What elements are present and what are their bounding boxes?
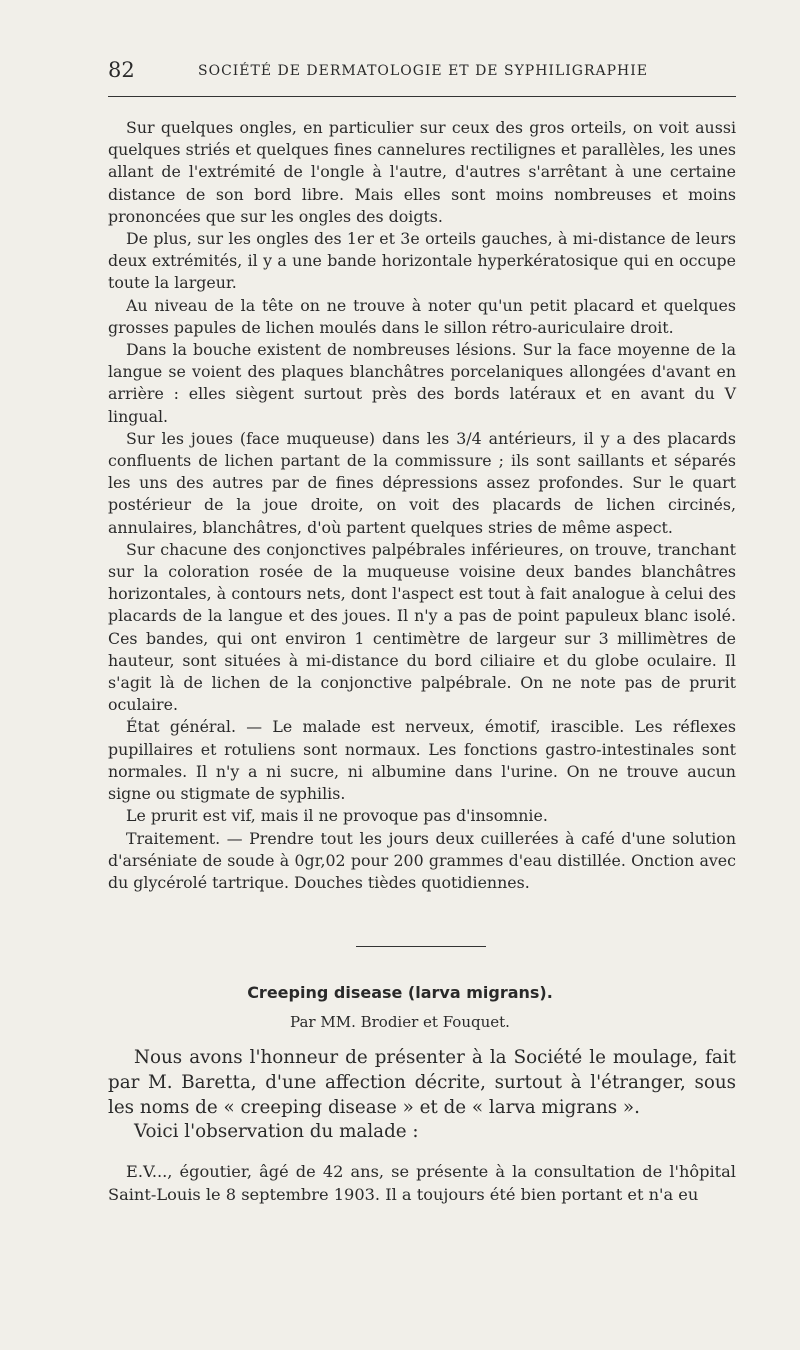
paragraph-ongles-orteils: Sur quelques ongles, en particulier sur ceux des gros orteils, on voit aussi quelques striés et quelques fines cannelures rectilignes et parallèles, les unes allant de l'extrémité de l'ongle à l'autre, d'autres s'arrêtant à une certaine distance de son bord libre. Mais elles sont moins nombreuses et moins prononcées que sur les ongles des doigts.: [108, 118, 736, 226]
case-body-text: [108, 117, 736, 894]
paragraph-prurit: Le prurit est vif, mais il ne provoque pas d'insomnie.: [126, 806, 548, 826]
intro-paragraph: Nous avons l'honneur de présenter à la Société le moulage, fait par M. Baretta, d'une affection décrite, surtout à l'étranger, sous les noms de « creeping disease » et de « larva migrans ».: [108, 1047, 736, 1118]
paragraph-etat-general: État général. — Le malade est nerveux, émotif, irascible. Les réflexes pupillaires et rotuliens sont normaux. Les fonctions gastro-intestinales sont normales. Il n'y a ni sucre, ni albumine dans l'urine. On ne trouve aucun signe ou stigmate de syphilis.: [108, 717, 736, 804]
running-head: SOCIÉTÉ DE DERMATOLOGIE ET DE SYPHILIGRAPHIE: [198, 63, 649, 79]
observation-paragraph: E.V..., égoutier, âgé de 42 ans, se présente à la consultation de l'hôpital Saint-Louis le 8 septembre 1903. Il a toujours été bien portant et n'a eu: [108, 1162, 736, 1204]
paragraph-tete: Au niveau de la tête on ne trouve à noter qu'un petit placard et quelques grosses papules de lichen moulés dans le sillon rétro-auriculaire droit.: [108, 295, 736, 337]
article-title: Creeping disease (larva migrans).: [247, 983, 553, 1002]
intro-paragraph: Voici l'observation du malade :: [134, 1121, 419, 1143]
paragraph-conjonctives: Sur chacune des conjonctives palpébrales inférieures, on trouve, tranchant sur la coloration rosée de la muqueuse voisine deux bandes blanchâtres horizontales, à contours nets, dont l'aspect est tout à fait analogue à celui des placards de la langue et des joues. Il n'y a pas de point papuleux blanc isolé. Ces bandes, qui ont environ 1 centimètre de largeur sur 3 millimètres de hauteur, sont situées à mi-distance du bord ciliaire et du globe oculaire. Il s'agit là de lichen de la conjonctive palpébrale. On ne note pas de prurit oculaire.: [108, 539, 736, 715]
article-intro: [108, 1046, 736, 1145]
paragraph-bande-hyperkeratosique: De plus, sur les ongles des 1er et 3e orteils gauches, à mi-distance de leurs deux extrémités, il y a une bande horizontale hyperkératosique qui en occupe toute la largeur.: [108, 229, 736, 293]
paragraph-joues: Sur les joues (face muqueuse) dans les 3/4 antérieurs, il y a des placards confluents de lichen partant de la commissure ; ils sont saillants et séparés les uns des autres par de fines dépressions assez profondes. Sur le quart postérieur de la joue droite, on voit des placards de lichen circinés, annulaires, blanchâtres, d'où partent quelques stries de même aspect.: [108, 428, 736, 537]
paragraph-bouche: Dans la bouche existent de nombreuses lésions. Sur la face moyenne de la langue se voient des plaques blanchâtres porcelaniques allongées d'avant en arrière : elles siègent surtout près des bords latéraux et en avant du V lingual.: [108, 340, 736, 426]
section-divider: [356, 946, 486, 947]
observation-text: [108, 1160, 736, 1206]
article-authors: Par MM. Brodier et Fouquet.: [290, 1013, 510, 1031]
paragraph-traitement: Traitement. — Prendre tout les jours deux cuillerées à café d'une solution d'arséniate de soude à 0gr,02 pour 200 grammes d'eau distillée. Onction avec du glycérolé tartrique. Douches tièdes quotidiennes.: [108, 828, 736, 892]
header-rule: [108, 96, 736, 97]
page-number: 82: [108, 58, 135, 82]
page-header: [108, 58, 736, 82]
